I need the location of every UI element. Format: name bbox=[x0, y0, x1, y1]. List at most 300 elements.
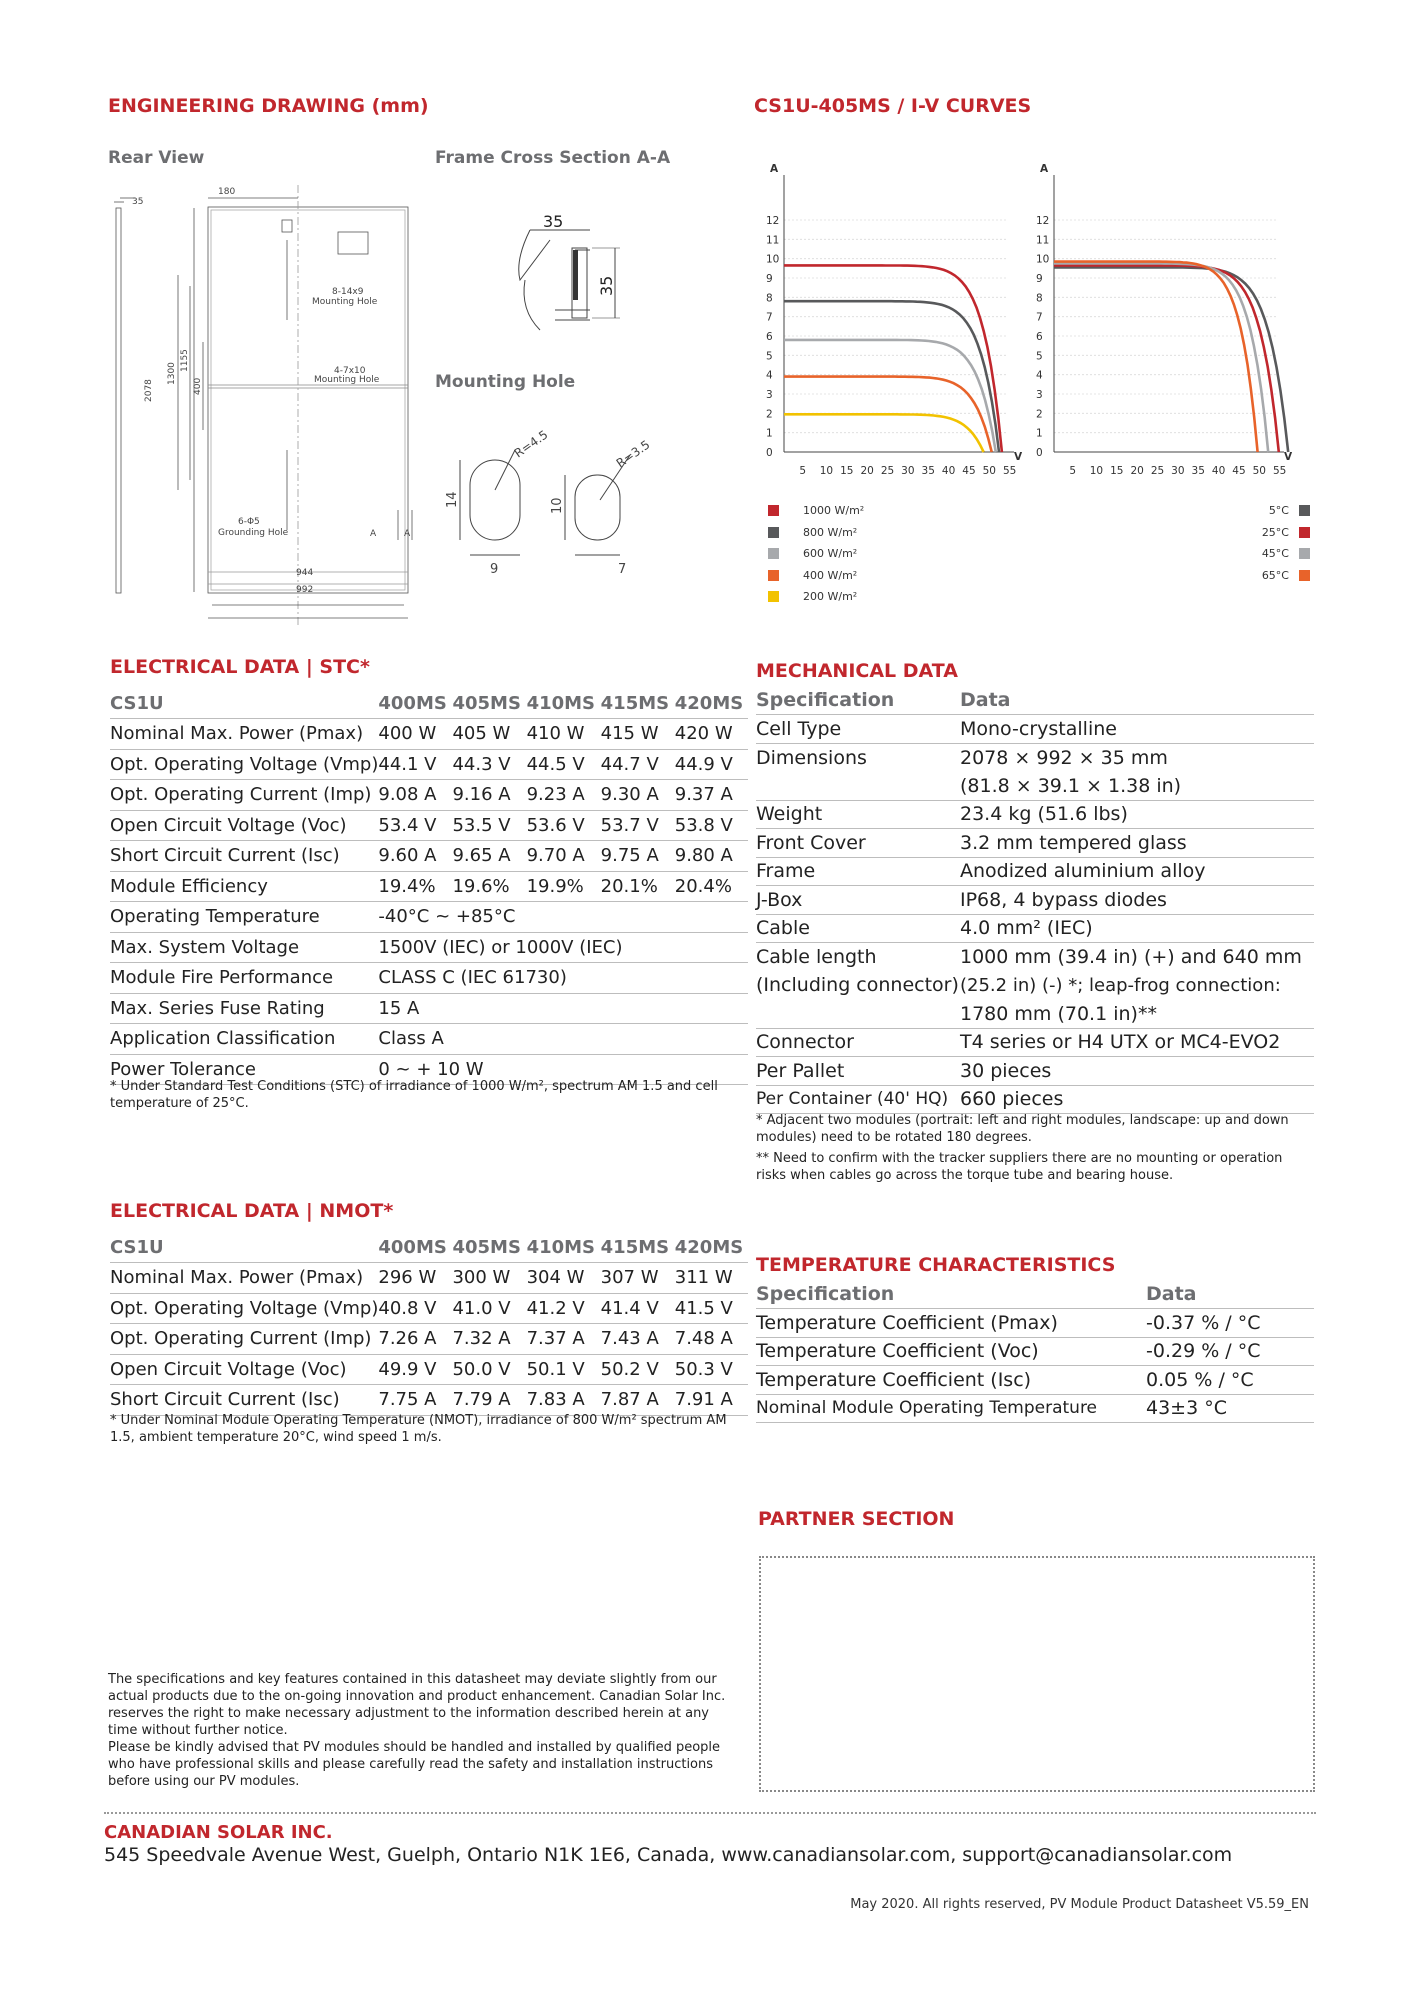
mech-value: 30 pieces bbox=[960, 1059, 1052, 1082]
y-tick-label: 0 bbox=[1036, 447, 1043, 459]
footer-address: 545 Speedvale Avenue West, Guelph, Ontario N1K 1E6, Canada, www.canadiansolar.com, support@canadiansolar.com bbox=[104, 1844, 1233, 1866]
stc-cell: 53.8 V bbox=[674, 814, 733, 836]
x-tick-label: 25 bbox=[1150, 465, 1165, 477]
nmot-cell: 50.2 V bbox=[600, 1358, 659, 1380]
frame-cross-section bbox=[500, 200, 650, 360]
temp-row bbox=[756, 1337, 1314, 1366]
dim-2078: 2078 bbox=[144, 379, 154, 402]
stc-cell: Class A bbox=[378, 1028, 444, 1050]
dim-1155: 1155 bbox=[180, 349, 190, 372]
nmot-cell: 50.0 V bbox=[452, 1358, 511, 1380]
y-tick-label: 6 bbox=[1036, 331, 1043, 343]
mech-row-cable-length bbox=[756, 943, 1314, 972]
series-line-4 bbox=[784, 414, 984, 452]
stc-cell: 20.4% bbox=[674, 875, 732, 897]
nmot-cell: 7.79 A bbox=[452, 1389, 511, 1411]
mech-label: Front Cover bbox=[756, 831, 866, 854]
mech-label-empty bbox=[756, 1000, 960, 1029]
mech-value: 23.4 kg (51.6 lbs) bbox=[960, 803, 1128, 826]
stc-table bbox=[110, 688, 748, 1085]
mech-label: Cell Type bbox=[756, 717, 842, 740]
temp-row bbox=[756, 1309, 1314, 1338]
mech-row-front-cover bbox=[756, 829, 1314, 858]
stc-row bbox=[110, 1024, 748, 1055]
stc-row bbox=[110, 841, 748, 872]
mech-label: Per Pallet bbox=[756, 1059, 845, 1082]
legend-swatch bbox=[768, 548, 779, 559]
stc-cell: 410 W bbox=[526, 723, 585, 745]
mech-title: MECHANICAL DATA bbox=[756, 660, 958, 682]
y-tick-label: 10 bbox=[766, 253, 780, 266]
nmot-cell: Opt. Operating Voltage (Vmp) bbox=[110, 1297, 379, 1319]
stc-cell: 19.9% bbox=[526, 875, 584, 897]
y-tick-label: 8 bbox=[766, 292, 773, 305]
stc-cell: 19.4% bbox=[378, 875, 436, 897]
temp-label: Nominal Module Operating Temperature bbox=[756, 1398, 1098, 1419]
stc-cell: Max. Series Fuse Rating bbox=[110, 997, 325, 1019]
mech-row-connector bbox=[756, 1028, 1314, 1057]
legend-item bbox=[1180, 543, 1310, 565]
nmot-cell: 7.87 A bbox=[600, 1389, 659, 1411]
y-tick-label: 0 bbox=[766, 447, 773, 459]
nmot-cell: 307 W bbox=[600, 1267, 659, 1289]
footer-divider bbox=[104, 1812, 1316, 1814]
mech-value: 2078 × 992 × 35 mm bbox=[960, 746, 1168, 769]
legend-item bbox=[1180, 565, 1310, 587]
iv-chart-irradiance bbox=[750, 160, 1030, 477]
mech-label-empty bbox=[756, 772, 960, 801]
x-tick-label: 50 bbox=[982, 465, 997, 477]
nmot-row bbox=[110, 1263, 748, 1294]
stc-header-cell: 420MS bbox=[674, 692, 744, 714]
temp-header-spec: Specification bbox=[756, 1283, 895, 1305]
x-tick-label: 20 bbox=[860, 465, 874, 477]
stc-cell: 9.08 A bbox=[378, 784, 437, 806]
mounting-hole-2-size: 4-7x10 bbox=[334, 366, 366, 376]
mech-header-row bbox=[756, 686, 1314, 715]
legend-swatch bbox=[768, 570, 779, 581]
nmot-cell: Opt. Operating Current (Imp) bbox=[110, 1328, 372, 1350]
y-tick-label: 11 bbox=[766, 234, 780, 247]
nmot-table bbox=[110, 1232, 748, 1416]
stc-cell: Opt. Operating Voltage (Vmp) bbox=[110, 753, 379, 775]
nmot-cell: 7.37 A bbox=[526, 1328, 585, 1350]
stc-cell: Short Circuit Current (Isc) bbox=[110, 845, 340, 867]
y-tick-label: 7 bbox=[1036, 311, 1043, 324]
stc-cell: Operating Temperature bbox=[110, 906, 320, 928]
nmot-row bbox=[110, 1324, 748, 1355]
stc-row bbox=[110, 993, 748, 1024]
mech-note-2: ** Need to confirm with the tracker suppliers there are no mounting or operation risks when cables go across the torque tube and bearing house. bbox=[756, 1151, 1283, 1183]
y-axis-label: A bbox=[1040, 163, 1049, 175]
mech-value: (81.8 × 39.1 × 1.38 in) bbox=[960, 774, 1182, 797]
mech-row-jbox bbox=[756, 886, 1314, 915]
footer-company: CANADIAN SOLAR INC. bbox=[104, 1822, 333, 1843]
mech-value: T4 series or H4 UTX or MC4-EVO2 bbox=[960, 1031, 1281, 1054]
stc-row bbox=[110, 719, 748, 750]
legend-label: 600 W/m² bbox=[803, 547, 858, 561]
stc-cell: Module Efficiency bbox=[110, 875, 268, 897]
stc-header-cell: CS1U bbox=[110, 692, 164, 714]
partner-title: PARTNER SECTION bbox=[758, 1508, 955, 1530]
radius-4-5: R=4.5 bbox=[511, 427, 551, 461]
legend-swatch bbox=[768, 527, 779, 538]
nmot-cell: 41.4 V bbox=[600, 1297, 659, 1319]
nmot-note: * Under Nominal Module Operating Temperature (NMOT), irradiance of 800 W/m² spectrum AM 1.5, ambient temperature 20°C, wind speed 1 m/s. bbox=[110, 1413, 727, 1445]
legend-label: 1000 W/m² bbox=[803, 504, 865, 518]
elec-nmot-title: ELECTRICAL DATA | NMOT* bbox=[110, 1200, 394, 1222]
section-mark-a1: A bbox=[370, 529, 377, 539]
stc-cell: 53.4 V bbox=[378, 814, 437, 836]
legend-swatch bbox=[1299, 570, 1310, 581]
temp-row bbox=[756, 1394, 1314, 1423]
series-line-0 bbox=[1054, 267, 1288, 452]
stc-cell: 420 W bbox=[674, 723, 733, 745]
engineering-title: ENGINEERING DRAWING (mm) bbox=[108, 95, 429, 117]
legend-item bbox=[768, 500, 968, 522]
nmot-cell: 304 W bbox=[526, 1267, 585, 1289]
legend-label: 65°C bbox=[1261, 568, 1289, 582]
nmot-cell: 50.3 V bbox=[674, 1358, 733, 1380]
stc-cell: 9.65 A bbox=[452, 845, 511, 867]
mounting-hole-1-label: Mounting Hole bbox=[312, 297, 378, 307]
stc-cell: CLASS C (IEC 61730) bbox=[378, 967, 567, 989]
legend-item bbox=[768, 522, 968, 544]
hole-height-10: 10 bbox=[550, 497, 565, 514]
stc-cell: 53.7 V bbox=[600, 814, 659, 836]
stc-cell: 400 W bbox=[378, 723, 437, 745]
legend-item bbox=[768, 586, 968, 608]
nmot-header-cell: 400MS bbox=[378, 1236, 447, 1258]
y-tick-label: 2 bbox=[766, 408, 773, 421]
dim-35: 35 bbox=[132, 197, 144, 207]
legend-label: 200 W/m² bbox=[803, 590, 858, 604]
temp-table bbox=[756, 1280, 1314, 1423]
stc-cell: 9.37 A bbox=[674, 784, 733, 806]
legend-label: 5°C bbox=[1268, 504, 1289, 518]
temperature-legend bbox=[1180, 500, 1310, 586]
x-tick-label: 45 bbox=[962, 465, 976, 477]
mech-label: J-Box bbox=[756, 888, 803, 911]
y-tick-label: 11 bbox=[1036, 234, 1050, 247]
nmot-header-cell: 405MS bbox=[452, 1236, 521, 1258]
x-tick-label: 30 bbox=[901, 465, 915, 477]
x-tick-label: 30 bbox=[1171, 465, 1185, 477]
stc-cell: 44.5 V bbox=[526, 753, 585, 775]
partner-box bbox=[759, 1556, 1315, 1792]
x-axis-label: V bbox=[1014, 451, 1023, 463]
stc-cell: 53.6 V bbox=[526, 814, 585, 836]
x-axis-label: V bbox=[1284, 451, 1293, 463]
y-tick-label: 1 bbox=[1036, 427, 1043, 440]
stc-cell: Module Fire Performance bbox=[110, 967, 334, 989]
stc-cell: 415 W bbox=[600, 723, 659, 745]
temp-label: Temperature Coefficient (Pmax) bbox=[756, 1311, 1058, 1334]
stc-cell: Open Circuit Voltage (Voc) bbox=[110, 814, 347, 836]
y-tick-label: 10 bbox=[1036, 253, 1050, 266]
stc-header-cell: 405MS bbox=[452, 692, 521, 714]
stc-cell: Application Classification bbox=[110, 1028, 336, 1050]
series-line-0 bbox=[784, 265, 1002, 452]
y-tick-label: 5 bbox=[1036, 350, 1043, 363]
stc-row bbox=[110, 932, 748, 963]
radius-3-5: R=3.5 bbox=[613, 437, 653, 471]
frame-cross-label: Frame Cross Section A-A bbox=[435, 148, 671, 168]
mounting-hole-label: Mounting Hole bbox=[435, 372, 576, 392]
nmot-cell: 7.75 A bbox=[378, 1389, 437, 1411]
series-line-3 bbox=[1054, 262, 1258, 452]
disclaimer-p2: Please be kindly advised that PV modules should be handled and installed by qualified people who have professional skills and please carefully read the safety and installation instructions before using our PV modules. bbox=[108, 1740, 721, 1789]
x-tick-label: 15 bbox=[1110, 465, 1124, 477]
stc-header-cell: 415MS bbox=[600, 692, 670, 714]
mech-value: 1780 mm (70.1 in)** bbox=[960, 1002, 1157, 1025]
x-tick-label: 10 bbox=[819, 465, 834, 477]
temp-value: -0.37 % / °C bbox=[1146, 1311, 1261, 1334]
nmot-cell: 7.48 A bbox=[674, 1328, 733, 1350]
disclaimer bbox=[108, 1671, 740, 1790]
legend-item bbox=[1180, 500, 1310, 522]
nmot-cell: 41.5 V bbox=[674, 1297, 733, 1319]
nmot-cell: Short Circuit Current (Isc) bbox=[110, 1389, 340, 1411]
elec-stc-title: ELECTRICAL DATA | STC* bbox=[110, 656, 370, 678]
stc-header-row bbox=[110, 688, 748, 719]
nmot-cell: 7.26 A bbox=[378, 1328, 437, 1350]
nmot-cell: 41.0 V bbox=[452, 1297, 511, 1319]
rear-view-drawing bbox=[100, 180, 430, 630]
stc-cell: 44.3 V bbox=[452, 753, 511, 775]
mech-row-weight bbox=[756, 800, 1314, 829]
hole-width-7: 7 bbox=[618, 562, 627, 577]
stc-cell: -40°C ~ +85°C bbox=[378, 906, 516, 928]
legend-label: 800 W/m² bbox=[803, 525, 858, 539]
dim-992: 992 bbox=[296, 585, 314, 595]
nmot-cell: 311 W bbox=[674, 1267, 733, 1289]
mech-row-dimensions bbox=[756, 743, 1314, 772]
dim-180: 180 bbox=[218, 187, 236, 197]
mech-label: Dimensions bbox=[756, 746, 867, 769]
stc-cell: 53.5 V bbox=[452, 814, 511, 836]
y-tick-label: 3 bbox=[766, 389, 773, 401]
temp-header-row bbox=[756, 1280, 1314, 1309]
mech-value: 1000 mm (39.4 in) (+) and 640 mm bbox=[960, 946, 1302, 968]
x-tick-label: 5 bbox=[799, 465, 807, 477]
stc-cell: 44.9 V bbox=[674, 753, 733, 775]
mech-label: Per Container (40' HQ) bbox=[756, 1089, 949, 1110]
stc-header-cell: 400MS bbox=[378, 692, 447, 714]
mech-label: Weight bbox=[756, 803, 823, 826]
stc-cell: 15 A bbox=[378, 997, 420, 1019]
y-tick-label: 4 bbox=[1036, 369, 1043, 382]
x-tick-label: 35 bbox=[1191, 465, 1205, 477]
nmot-header-cell: 415MS bbox=[600, 1236, 670, 1258]
stc-cell: 9.75 A bbox=[600, 845, 659, 867]
stc-cell: Max. System Voltage bbox=[110, 936, 300, 958]
mech-row-cable bbox=[756, 914, 1314, 943]
temp-value: 0.05 % / °C bbox=[1146, 1368, 1254, 1391]
nmot-cell: 41.2 V bbox=[526, 1297, 585, 1319]
y-tick-label: 2 bbox=[1036, 408, 1043, 421]
mech-row-cable-length-2 bbox=[756, 971, 1314, 1000]
temp-header-data: Data bbox=[1146, 1283, 1197, 1305]
nmot-row bbox=[110, 1293, 748, 1324]
temp-row bbox=[756, 1366, 1314, 1395]
nmot-row bbox=[110, 1385, 748, 1416]
mech-value: 660 pieces bbox=[960, 1088, 1064, 1111]
mech-table bbox=[756, 686, 1314, 1114]
y-tick-label: 4 bbox=[766, 369, 773, 382]
mech-row-container bbox=[756, 1085, 1314, 1114]
legend-swatch bbox=[768, 591, 779, 602]
x-tick-label: 5 bbox=[1069, 465, 1077, 477]
x-tick-label: 55 bbox=[1003, 465, 1017, 477]
nmot-cell: 7.83 A bbox=[526, 1389, 585, 1411]
x-tick-label: 15 bbox=[840, 465, 854, 477]
mech-row-frame bbox=[756, 857, 1314, 886]
stc-row bbox=[110, 871, 748, 902]
frame-width-35: 35 bbox=[543, 212, 564, 231]
y-tick-label: 1 bbox=[766, 427, 773, 440]
stc-cell: 9.16 A bbox=[452, 784, 511, 806]
x-tick-label: 50 bbox=[1252, 465, 1267, 477]
legend-swatch bbox=[768, 505, 779, 516]
legend-item bbox=[768, 543, 968, 565]
mounting-hole-drawing bbox=[440, 427, 700, 590]
stc-cell: 9.80 A bbox=[674, 845, 733, 867]
nmot-cell: 49.9 V bbox=[378, 1358, 437, 1380]
y-tick-label: 6 bbox=[766, 331, 773, 343]
stc-cell: 405 W bbox=[452, 723, 511, 745]
mech-value: Anodized aluminium alloy bbox=[960, 860, 1206, 883]
stc-row bbox=[110, 810, 748, 841]
mech-label: Connector bbox=[756, 1031, 854, 1054]
y-axis-label: A bbox=[770, 163, 779, 175]
stc-cell: Nominal Max. Power (Pmax) bbox=[110, 723, 364, 745]
dim-944: 944 bbox=[296, 568, 314, 578]
iv-curves-title: CS1U-405MS / I-V CURVES bbox=[754, 95, 1032, 117]
hole-height-14: 14 bbox=[445, 491, 460, 508]
mech-note-1: * Adjacent two modules (portrait: left and right modules, landscape: up and down modules) need to be rotated 180 degrees. bbox=[756, 1113, 1289, 1145]
disclaimer-p1: The specifications and key features contained in this datasheet may deviate slightly from our actual products due to the on-going innovation and product enhancement. Canadian Solar Inc. reserves the right to make necessary adjustment to the information described herein at any time without further notice. bbox=[108, 1672, 726, 1738]
footer-copyright: May 2020. All rights reserved, PV Module Product Datasheet V5.59_EN bbox=[850, 1897, 1309, 1912]
stc-cell: Opt. Operating Current (Imp) bbox=[110, 784, 372, 806]
mounting-hole-2-label: Mounting Hole bbox=[314, 375, 380, 385]
temp-label: Temperature Coefficient (Voc) bbox=[756, 1340, 1039, 1363]
stc-cell: 20.1% bbox=[600, 875, 658, 897]
nmot-cell: Nominal Max. Power (Pmax) bbox=[110, 1267, 364, 1289]
dim-1300: 1300 bbox=[167, 362, 177, 385]
irradiance-legend bbox=[768, 500, 968, 608]
mech-value: 3.2 mm tempered glass bbox=[960, 831, 1187, 854]
stc-cell: 44.1 V bbox=[378, 753, 437, 775]
y-tick-label: 9 bbox=[766, 273, 773, 285]
mech-label: Frame bbox=[756, 860, 816, 883]
temp-value: 43±3 °C bbox=[1146, 1397, 1227, 1420]
nmot-cell: 296 W bbox=[378, 1267, 437, 1289]
stc-row bbox=[110, 902, 748, 933]
legend-label: 45°C bbox=[1261, 547, 1289, 561]
legend-label: 400 W/m² bbox=[803, 568, 858, 582]
x-tick-label: 45 bbox=[1232, 465, 1246, 477]
legend-swatch bbox=[1299, 527, 1310, 538]
series-line-2 bbox=[784, 340, 996, 452]
mech-row-cell-type bbox=[756, 715, 1314, 744]
legend-swatch bbox=[1299, 505, 1310, 516]
x-tick-label: 20 bbox=[1130, 465, 1144, 477]
stc-row bbox=[110, 749, 748, 780]
stc-row bbox=[110, 780, 748, 811]
stc-cell: 0 ~ + 10 W bbox=[378, 1058, 484, 1080]
stc-row bbox=[110, 963, 748, 994]
grounding-hole-label: Grounding Hole bbox=[218, 528, 289, 538]
mech-value: IP68, 4 bypass diodes bbox=[960, 888, 1167, 911]
y-tick-label: 7 bbox=[766, 311, 773, 324]
mech-row-dimensions-in bbox=[756, 772, 1314, 801]
y-tick-label: 12 bbox=[766, 215, 780, 227]
x-tick-label: 10 bbox=[1089, 465, 1104, 477]
y-tick-label: 9 bbox=[1036, 273, 1043, 285]
grounding-hole-size: 6-Φ5 bbox=[238, 517, 260, 527]
mech-row-cable-length-3 bbox=[756, 1000, 1314, 1029]
nmot-row bbox=[110, 1354, 748, 1385]
nmot-header-cell: 410MS bbox=[526, 1236, 596, 1258]
y-tick-label: 5 bbox=[766, 350, 773, 363]
hole-width-9: 9 bbox=[490, 562, 499, 577]
y-tick-label: 3 bbox=[1036, 389, 1043, 401]
mounting-hole-1-size: 8-14x9 bbox=[332, 287, 364, 297]
stc-note: * Under Standard Test Conditions (STC) of irradiance of 1000 W/m², spectrum AM 1.5 and cell temperature of 25°C. bbox=[110, 1079, 718, 1111]
nmot-cell: 40.8 V bbox=[378, 1297, 437, 1319]
mech-value: 4.0 mm² (IEC) bbox=[960, 917, 1093, 940]
stc-cell: 19.6% bbox=[452, 875, 510, 897]
series-line-1 bbox=[1054, 265, 1279, 452]
stc-cell: 44.7 V bbox=[600, 753, 659, 775]
legend-swatch bbox=[1299, 548, 1310, 559]
nmot-cell: 300 W bbox=[452, 1267, 511, 1289]
mech-value: Mono-crystalline bbox=[960, 717, 1117, 740]
nmot-header-cell: 420MS bbox=[674, 1236, 744, 1258]
stc-cell: Power Tolerance bbox=[110, 1058, 256, 1080]
temp-value: -0.29 % / °C bbox=[1146, 1340, 1261, 1363]
nmot-header-row bbox=[110, 1232, 748, 1263]
stc-cell: 9.70 A bbox=[526, 845, 585, 867]
x-tick-label: 25 bbox=[880, 465, 895, 477]
nmot-cell: 7.91 A bbox=[674, 1389, 733, 1411]
mech-header-data: Data bbox=[960, 689, 1011, 711]
frame-height-35: 35 bbox=[597, 275, 616, 296]
dim-400: 400 bbox=[193, 377, 203, 395]
legend-label: 25°C bbox=[1261, 525, 1289, 539]
nmot-cell: 50.1 V bbox=[526, 1358, 585, 1380]
stc-cell: 1500V (IEC) or 1000V (IEC) bbox=[378, 936, 623, 958]
temp-label: Temperature Coefficient (Isc) bbox=[756, 1368, 1032, 1391]
mech-header-spec: Specification bbox=[756, 689, 895, 711]
section-mark-a2: A bbox=[404, 529, 411, 539]
mech-label: Cable length bbox=[756, 946, 877, 968]
mech-value: (25.2 in) (-) *; leap-frog connection: bbox=[960, 974, 1281, 996]
y-tick-label: 8 bbox=[1036, 292, 1043, 305]
y-tick-label: 12 bbox=[1036, 215, 1050, 227]
legend-item bbox=[1180, 522, 1310, 544]
nmot-cell: Open Circuit Voltage (Voc) bbox=[110, 1358, 347, 1380]
stc-cell: 9.30 A bbox=[600, 784, 659, 806]
series-line-2 bbox=[1054, 264, 1268, 453]
x-tick-label: 55 bbox=[1273, 465, 1287, 477]
x-tick-label: 40 bbox=[1211, 465, 1226, 477]
legend-item bbox=[768, 565, 968, 587]
x-tick-label: 35 bbox=[921, 465, 935, 477]
mech-row-pallet bbox=[756, 1057, 1314, 1086]
iv-chart-temperature bbox=[1020, 160, 1310, 477]
